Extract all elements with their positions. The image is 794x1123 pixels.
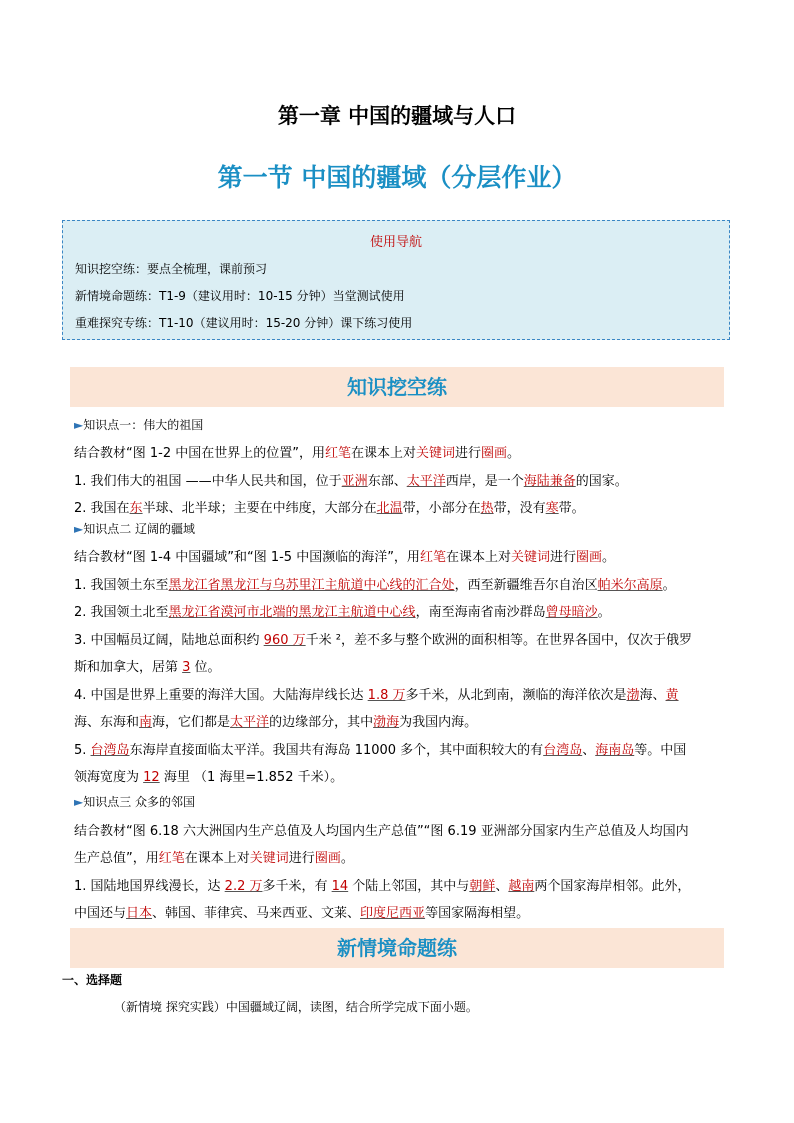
chapter-title: 第一章 中国的疆域与人口 xyxy=(277,104,517,128)
usage-guide-box xyxy=(62,220,730,340)
paragraph: 领海宽度为 12 海里 （1 海里=1.852 千米）。 xyxy=(74,770,344,785)
usage-guide-title: 使用导航 xyxy=(369,235,422,250)
paragraph: 生产总值”，用红笔在课本上对关键词进行圈画。 xyxy=(74,851,354,866)
paragraph: 结合教材“图 1-4 中国疆域”和“图 1-5 中国濒临的海洋”，用红笔在课本上对关键词进行圈画。 xyxy=(74,550,616,565)
paragraph: 2. 我国领土北至黑龙江省漠河市北端的黑龙江主航道中心线，南至海南省南沙群岛曾母暗沙。 xyxy=(74,605,611,620)
paragraph: 5. 台湾岛东海岸直接面临太平洋。我国共有海岛 11000 多个，其中面积较大的有台湾岛、海南岛等。中国 xyxy=(74,743,687,758)
paragraph: 1. 我们伟大的祖国 ——中华人民共和国，位于亚洲东部、太平洋西岸，是一个海陆兼备的国家。 xyxy=(74,474,628,489)
usage-guide-line: 重难探究专练：T1-10（建议用时：15-20 分钟）课下练习使用 xyxy=(75,316,413,330)
knowledge-point-heading xyxy=(74,416,203,433)
section-banner-knowledge: 知识挖空练 xyxy=(70,367,724,407)
kp-label: 知识点一：伟大的祖国 xyxy=(83,418,204,432)
triangle-icon: ► xyxy=(74,418,84,432)
knowledge-point-heading xyxy=(74,520,195,537)
paragraph: 结合教材“图 1-2 中国在世界上的位置”，用红笔在课本上对关键词进行圈画。 xyxy=(74,446,521,461)
usage-guide-line: 新情境命题练：T1-9（建议用时：10-15 分钟）当堂测试使用 xyxy=(75,289,405,303)
triangle-icon: ► xyxy=(74,795,84,809)
paragraph: 2. 我国在东半球、北半球；主要在中纬度，大部分在北温带，小部分在热带，没有寒带。 xyxy=(74,501,585,516)
paragraph: 1. 国陆地国界线漫长，达 2.2 万多千米，有 14 个陆上邻国，其中与朝鲜、越南两个国家海岸相邻。此外， xyxy=(74,879,691,894)
usage-guide-line: 知识挖空练：要点全梳理，课前预习 xyxy=(75,262,268,276)
section-banner-new-context: 新情境命题练 xyxy=(70,928,724,968)
paragraph: 结合教材“图 6.18 六大洲国内生产总值及人均国内生产总值”“图 6.19 亚洲部分国家内生产总值及人均国内 xyxy=(74,824,689,839)
paragraph: 斯和加拿大，居第 3 位。 xyxy=(74,660,221,675)
paragraph: 海、东海和南海，它们都是太平洋的边缘部分，其中渤海为我国内海。 xyxy=(74,715,478,730)
kp-label: 知识点三 众多的邻国 xyxy=(83,795,196,809)
knowledge-point-heading xyxy=(74,793,195,810)
kp-label: 知识点二 辽阔的疆域 xyxy=(83,522,196,536)
paragraph: 1. 我国领土东至黑龙江省黑龙江与乌苏里江主航道中心线的汇合处，西至新疆维吾尔自治区帕米尔高原。 xyxy=(74,578,676,593)
question-intro: （新情境 探究实践）中国疆域辽阔，读图，结合所学完成下面小题。 xyxy=(114,1000,478,1014)
triangle-icon: ► xyxy=(74,522,84,536)
paragraph: 中国还与日本、韩国、菲律宾、马来西亚、文莱、印度尼西亚等国家隔海相望。 xyxy=(74,906,530,921)
paragraph: 3. 中国幅员辽阔，陆地总面积约 960 万千米 ²，差不多与整个欧洲的面积相等。在世界各国中，仅次于俄罗 xyxy=(74,633,692,648)
section-title: 第一节 中国的疆域（分层作业） xyxy=(217,163,577,192)
question-section-heading: 一、选择题 xyxy=(62,973,123,987)
paragraph: 4. 中国是世界上重要的海洋大国。大陆海岸线长达 1.8 万多千米，从北到南，濒临的海洋依次是渤海、黄 xyxy=(74,688,679,703)
